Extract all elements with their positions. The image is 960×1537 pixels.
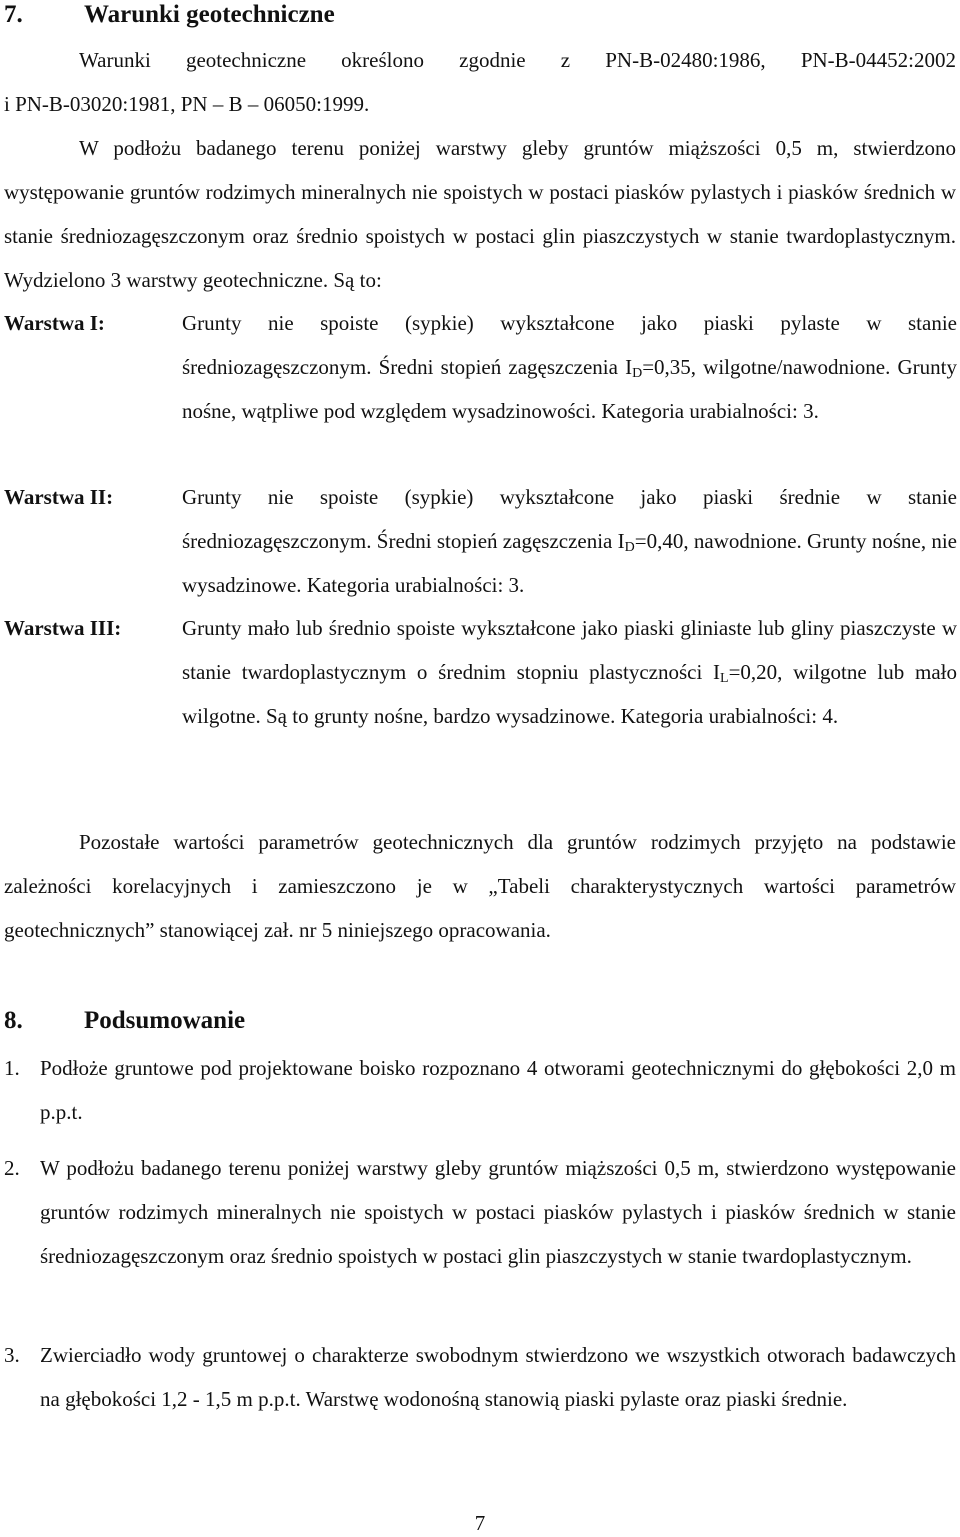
summary-item-3-text: Zwierciadło wody gruntowej o charakterze swobodnym stwierdzono we wszystkich otworach badawczych na głębokości 1,2 - 1,5 m p.p.t. Warstwę wodonośną stanowią piaski pylaste oraz piaski średnie. (40, 1343, 956, 1411)
summary-item-3-number: 3. (4, 1343, 20, 1367)
summary-item-2-text: W podłożu badanego terenu poniżej warstwy gleby gruntów miąższości 0,5 m, stwierdzono występowanie gruntów rodzimych mineralnych nie spoistych w postaci piasków pylastych i piasków średnich w stanie średniozagęszczonym oraz średnio spoistych w postaci glin piaszczystych w stanie twardoplastycznym. (40, 1156, 956, 1268)
layer-1-description (182, 301, 957, 433)
layer-2 (4, 475, 956, 607)
layer-3 (4, 606, 956, 782)
section-8-heading (4, 1006, 245, 1036)
page-number: 7 (474, 1511, 486, 1535)
intro-line-2: i PN-B-03020:1981, PN – B – 06050:1999. (4, 92, 370, 116)
section-7-heading (4, 0, 335, 30)
layer-1 (4, 301, 956, 477)
layer-1-text-before: Grunty nie spoiste (sypkie) wykształcone jako piaski pylaste w stanie średniozagęszczonym. Średni stopień zagęszczenia I (182, 311, 957, 379)
layer-2-description (182, 475, 957, 607)
layer-2-label: Warstwa II: (4, 485, 114, 509)
summary-item-2-number: 2. (4, 1156, 20, 1180)
layer-3-label: Warstwa III: (4, 616, 122, 640)
summary-item-3 (4, 1333, 956, 1421)
layer-2-subscript: D (624, 540, 635, 555)
section-8-number: 8. (4, 1007, 23, 1034)
layer-1-text-after: =0,35, wilgotne/nawodnione. Grunty nośne, wątpliwe pod względem wysadzinowości. Kategoria urabialności: 3. (182, 355, 957, 423)
summary-item-1-text: Podłoże gruntowe pod projektowane boisko rozpoznano 4 otworami geotechnicznymi do głębokości 2,0 m p.p.t. (40, 1056, 956, 1124)
layer-3-text-before: Grunty mało lub średnio spoiste wykształcone jako piaski gliniaste lub gliny piaszczyste w stanie twardoplastycznym o średnim stopniu plastyczności I (182, 616, 957, 684)
summary-item-1-number: 1. (4, 1056, 20, 1080)
layer-1-label: Warstwa I: (4, 311, 105, 335)
summary-item-2 (4, 1146, 956, 1278)
layer-2-text-before: Grunty nie spoiste (sypkie) wykształcone jako piaski średnie w stanie średniozagęszczonym. Średni stopień zagęszczenia I (182, 485, 957, 553)
layer-1-subscript: D (632, 366, 643, 381)
summary-item-1 (4, 1046, 956, 1134)
section-7-number: 7. (4, 1, 23, 28)
soil-description-paragraph: W podłożu badanego terenu poniżej warstwy gleby gruntów miąższości 0,5 m, stwierdzono występowanie gruntów rodzimych mineralnych nie spoistych w postaci piasków pylastych i piasków średnich w stanie średniozagęszczonym oraz średnio spoistych w postaci glin piaszczystych w stanie twardoplastycznym. Wydzielono 3 warstwy geotechniczne. Są to: (4, 136, 956, 292)
closing-paragraph: Pozostałe wartości parametrów geotechnicznych dla gruntów rodzimych przyjęto na podstawie zależności korelacyjnych i zamieszczono je w „Tabeli charakterystycznych wartości parametrów geotechnicznych” stanowiącej zał. nr 5 niniejszego opracowania. (4, 830, 956, 942)
layer-2-text-after: =0,40, nawodnione. Grunty nośne, nie wysadzinowe. Kategoria urabialności: 3. (182, 529, 957, 597)
section-8-title: Podsumowanie (84, 1007, 246, 1034)
layer-3-text-after: =0,20, wilgotne lub mało wilgotne. Są to grunty nośne, bardzo wysadzinowe. Kategoria urabialności: 4. (182, 660, 957, 728)
section-7-title: Warunki geotechniczne (84, 1, 335, 28)
layer-3-subscript: L (720, 671, 729, 686)
layer-3-description (182, 606, 957, 738)
intro-line-1: Warunki geotechniczne określono zgodnie z PN-B-02480:1986, PN-B-04452:2002 (79, 48, 956, 72)
